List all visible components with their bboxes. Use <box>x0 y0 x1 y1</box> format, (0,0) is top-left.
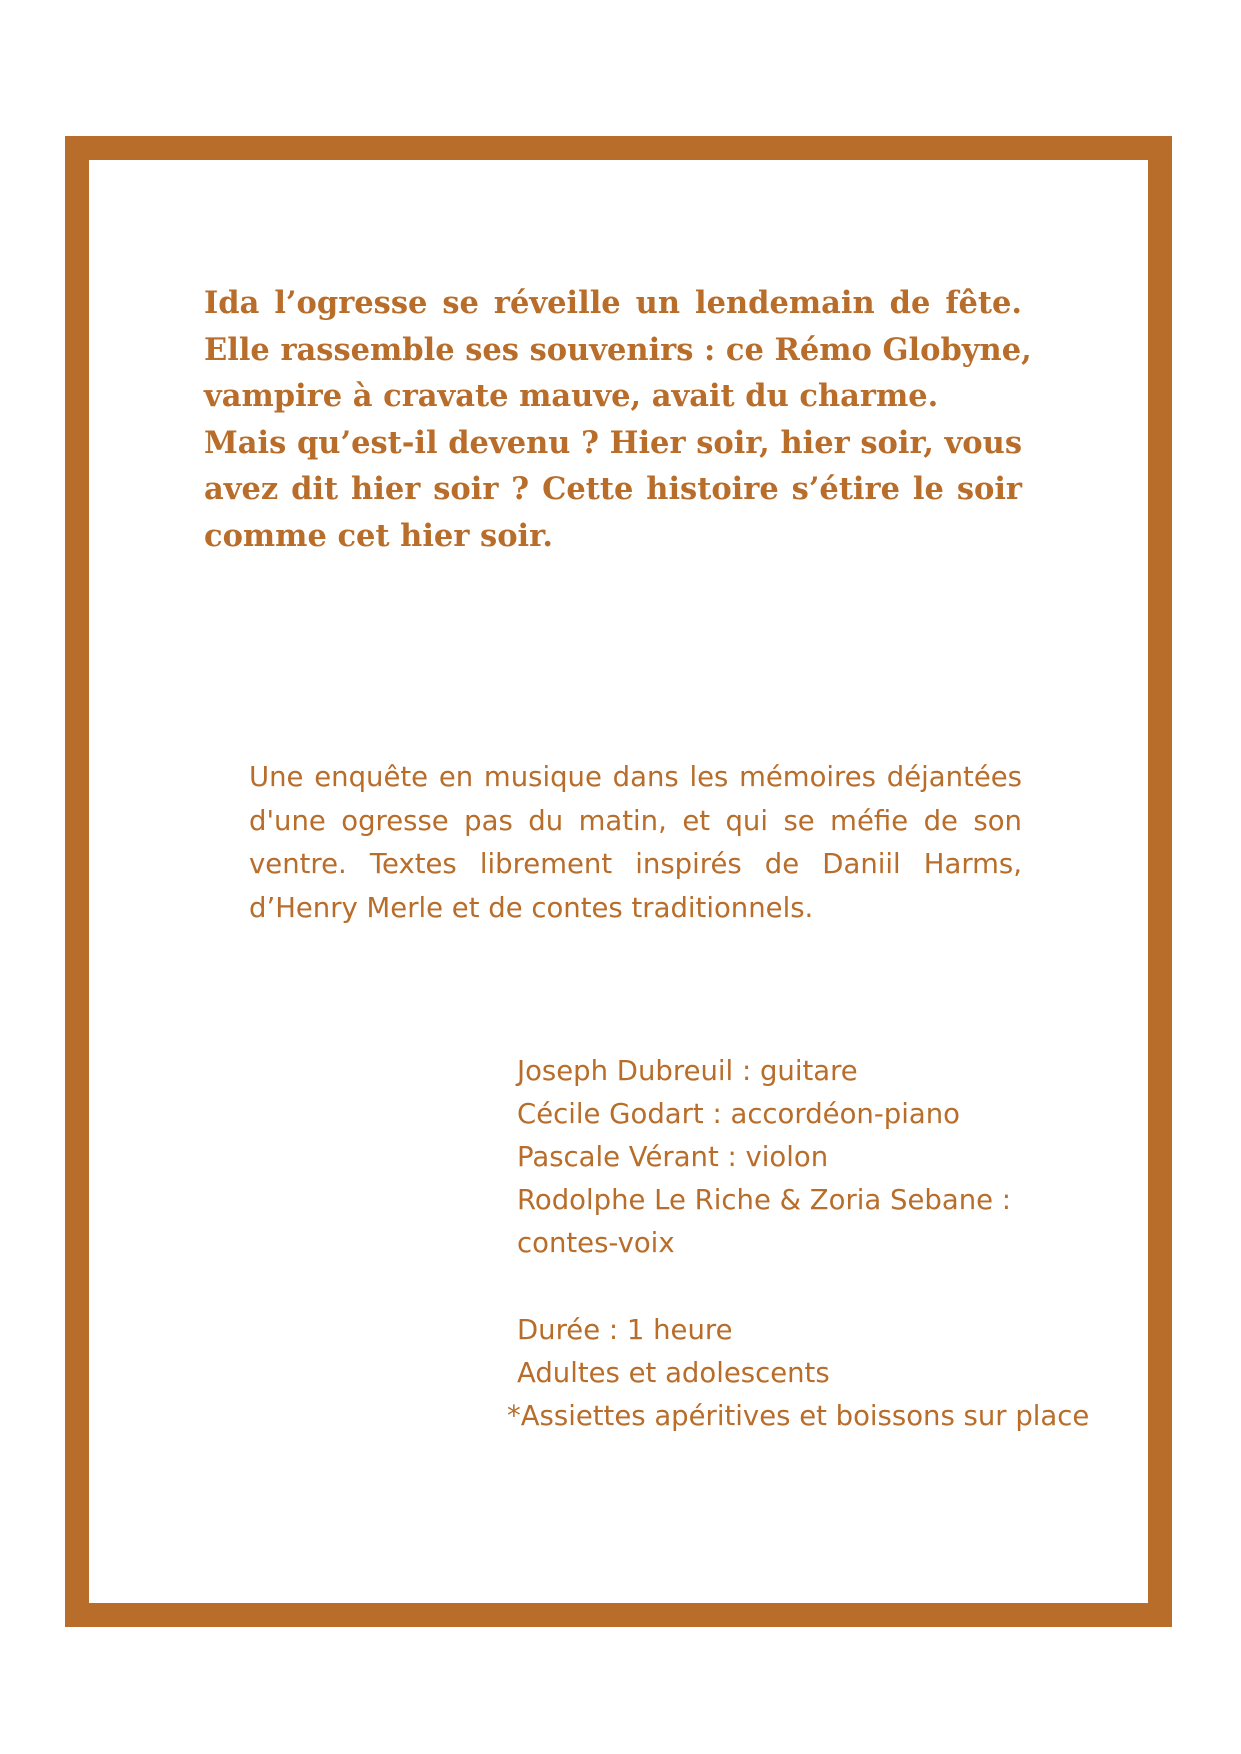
description-line: d'une ogresse pas du matin, et qui se méfie de son <box>249 804 1022 837</box>
credit-item: Cécile Godart : accordéon-piano <box>517 1098 960 1130</box>
intro-line: Mais qu’est-il devenu ? Hier soir, hier soir, vous <box>204 424 1022 461</box>
intro-line: comme cet hier soir. <box>204 517 554 554</box>
intro-line: vampire à cravate mauve, avait du charme. <box>204 378 939 414</box>
intro-line: Elle rassemble ses souvenirs : ce Rémo Globyne, <box>204 331 1032 368</box>
credit-item: Pascale Vérant : violon <box>517 1141 829 1173</box>
event-info <box>507 1309 1090 1438</box>
description-paragraph <box>249 756 1022 930</box>
credit-item: Rodolphe Le Riche & Zoria Sebane : <box>517 1184 1012 1216</box>
credit-item: contes-voix <box>517 1227 675 1259</box>
duration-text: Durée : 1 heure <box>517 1314 733 1346</box>
description-line: ventre. Textes librement inspirés de Daniil Harms, <box>249 848 1022 880</box>
description-line: Une enquête en musique dans les mémoires déjantées <box>249 761 1022 793</box>
audience-text: Adultes et adolescents <box>517 1357 830 1389</box>
refreshments-note: *Assiettes apéritives et boissons sur place <box>507 1400 1090 1432</box>
credit-item: Joseph Dubreuil : guitare <box>517 1055 858 1087</box>
intro-line: Ida l’ogresse se réveille un lendemain de fête. <box>204 285 1022 321</box>
description-line: d’Henry Merle et de contes traditionnels. <box>249 891 814 924</box>
credits-list <box>517 1050 1077 1265</box>
intro-line: avez dit hier soir ? Cette histoire s’étire le soir <box>204 471 1022 507</box>
intro-paragraph <box>204 280 1032 559</box>
